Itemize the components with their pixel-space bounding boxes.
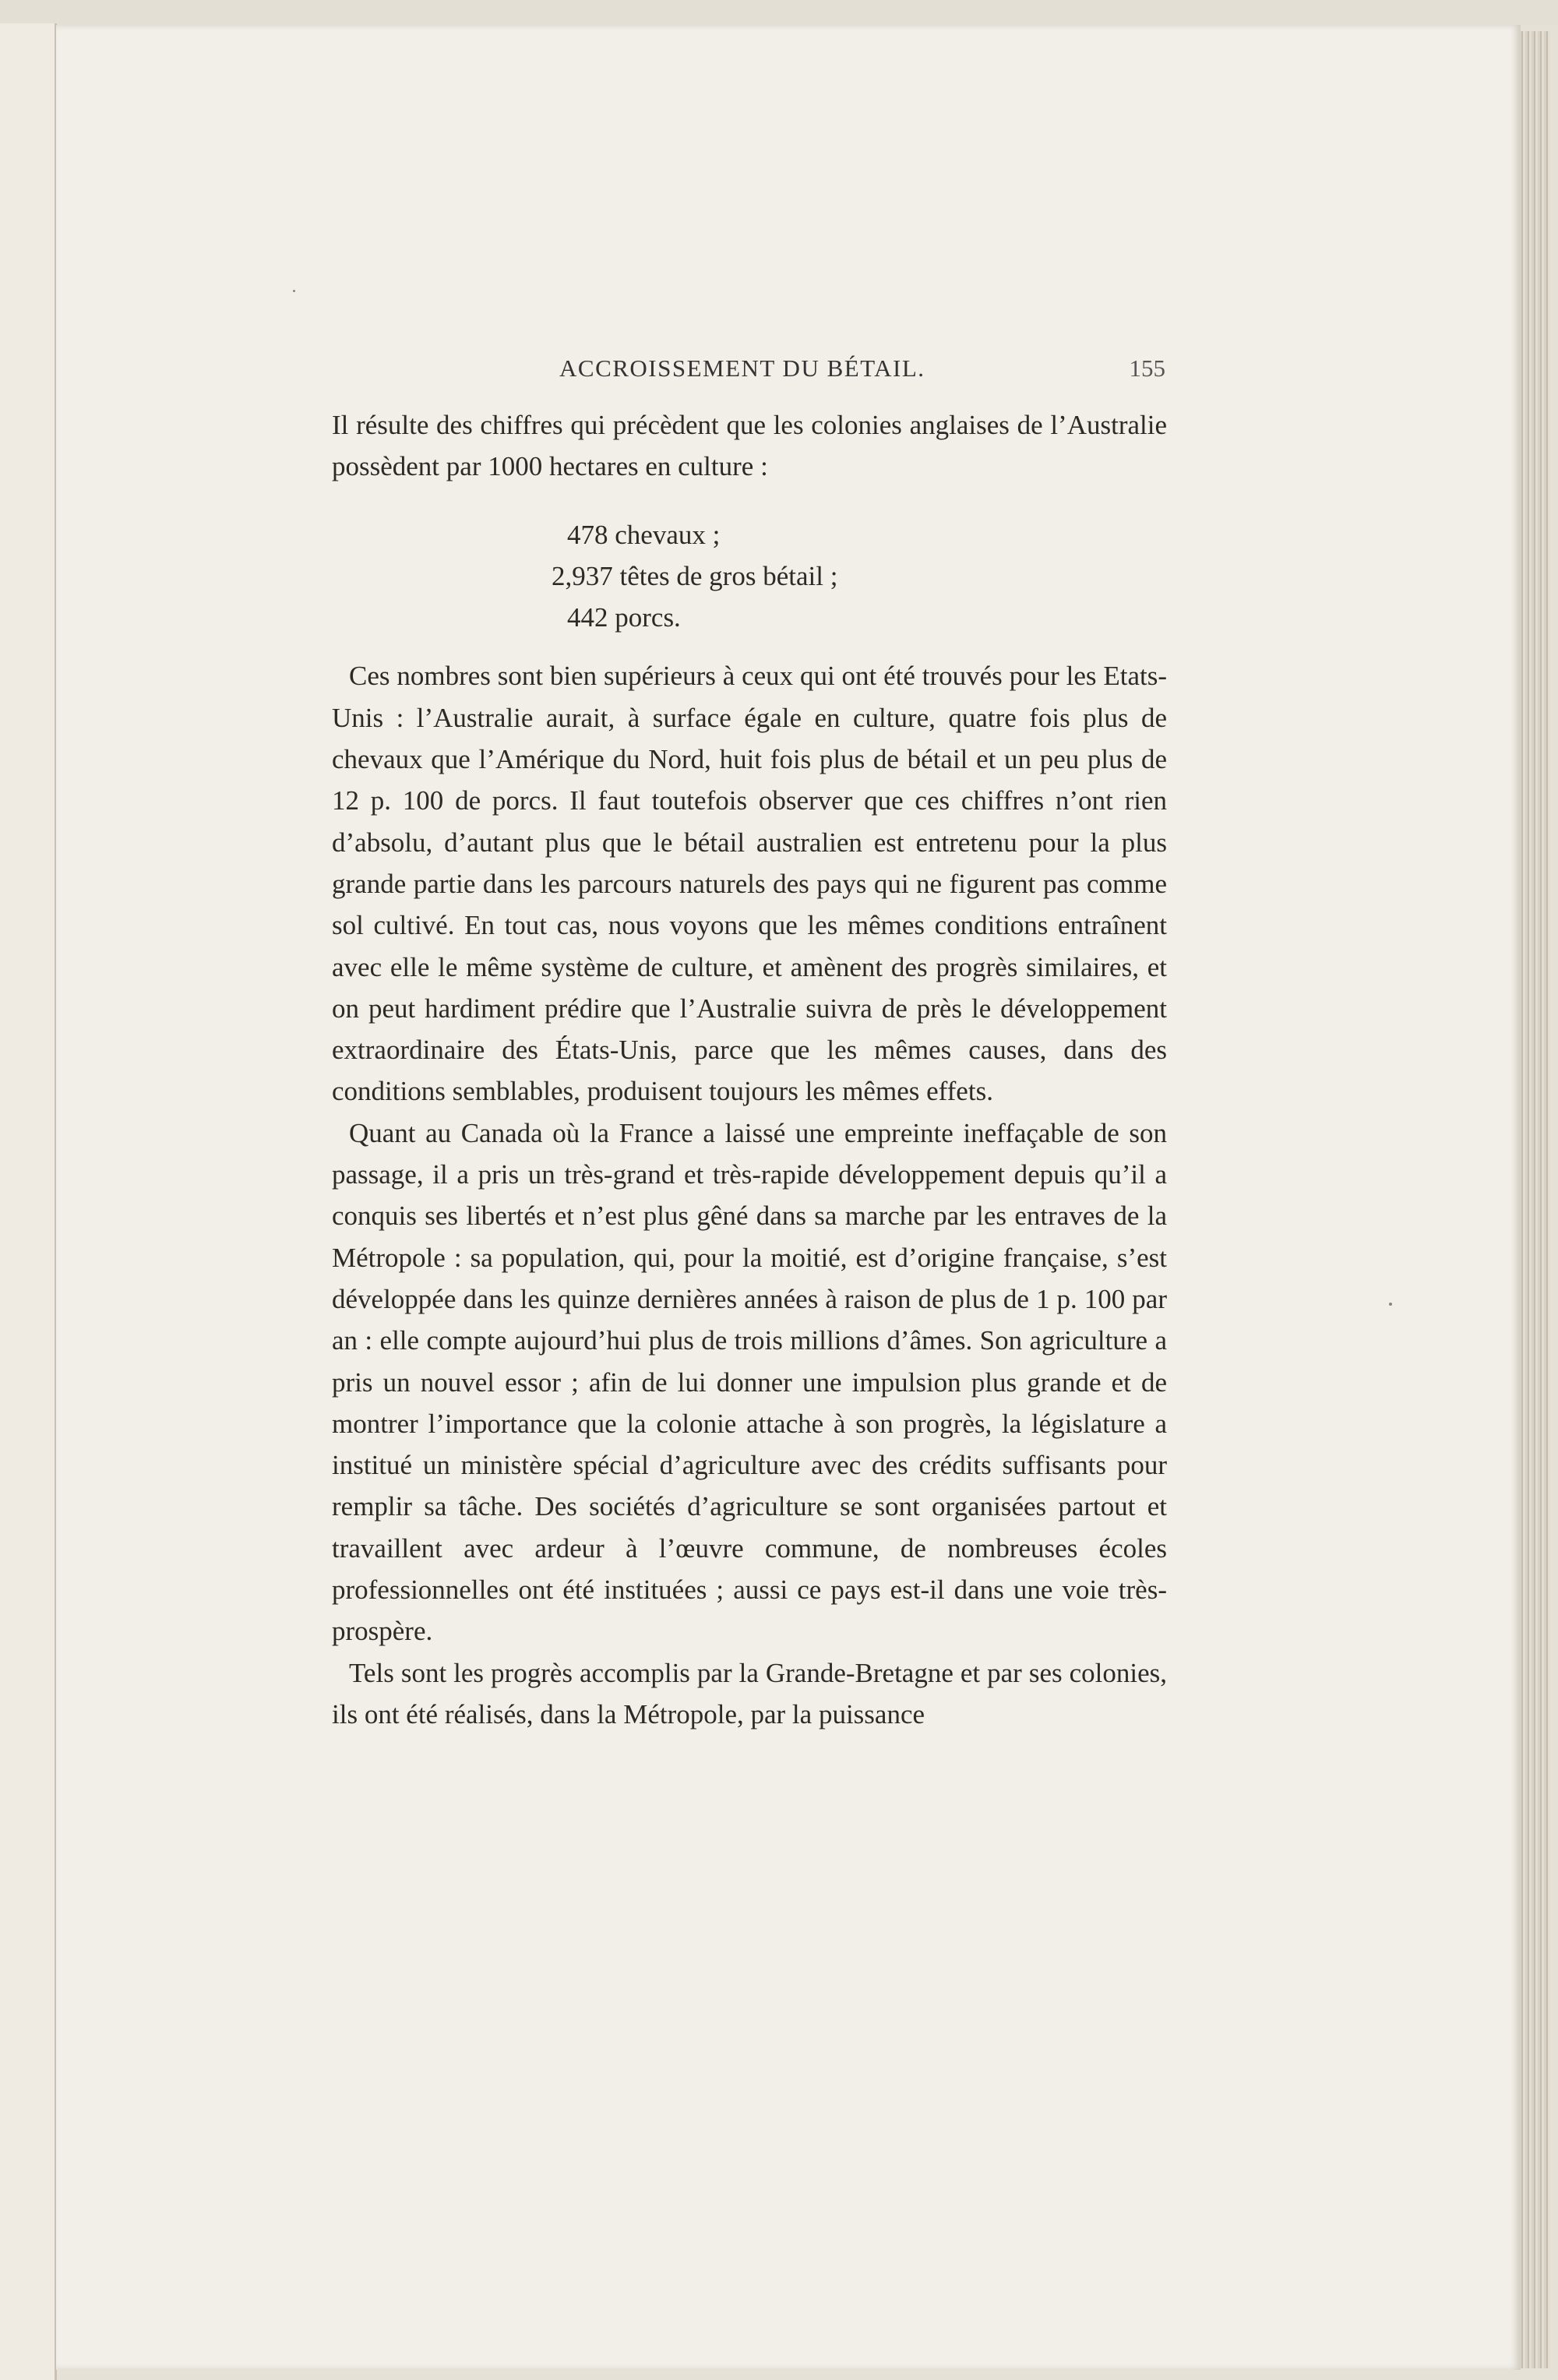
running-title: ACCROISSEMENT DU BÉTAIL. <box>559 354 925 382</box>
paragraph: Ces nombres sont bien supérieurs à ceux qui ont été trouvés pour les Etats-Unis : l’Australie aurait, à surface égale en culture, quatre fois plus de chevaux que l’Amérique du Nord, huit fois plus de bétail et un peu plus de 12 p. 100 de porcs. Il faut toutefois observer que ces chiffres n’ont rien d’absolu, d’autant plus que le bétail australien est entretenu pour la plus grande partie dans les parcours naturels des pays qui ne figurent pas comme sol cultivé. En tout cas, nous voyons que les mêmes conditions entraînent avec elle le même système de culture, et amènent des progrès similaires, et on peut hardiment prédire que l’Australie suivra de près le développement extraordinaire des États-Unis, parce que les mêmes causes, dans des conditions semblables, produisent toujours les mêmes effets. <box>332 661 1167 1107</box>
page-number: 155 <box>1129 354 1165 382</box>
livestock-list <box>332 514 1167 656</box>
intro-paragraph: Il résulte des chiffres qui précèdent que les colonies anglaises de l’Australie possèdent par 1000 hectares en culture : <box>332 410 1167 482</box>
body-text <box>332 404 1167 1735</box>
facing-page-edge <box>0 23 57 2380</box>
list-item: 478 chevaux ; <box>567 519 721 550</box>
list-item: 2,937 têtes de gros bétail ; <box>552 560 838 591</box>
page-stack-edge <box>1519 31 1550 2368</box>
running-header <box>559 354 1165 393</box>
paper-speck <box>293 290 295 292</box>
paragraph: Quant au Canada où la France a laissé une empreinte ineffaçable de son passage, il a pris un très-grand et très-rapide développement depuis qu’il a conquis ses libertés et n’est plus gêné dans sa marche par les entraves de la Métropole : sa population, qui, pour la moitié, est d’origine française, s’est développée dans les quinze dernières années à raison de plus de 1 p. 100 par an : elle compte aujourd’hui plus de trois millions d’âmes. Son agriculture a pris un nouvel essor ; afin de lui donner une impulsion plus grande et de montrer l’importance que la colonie attache à son progrès, la législature a institué un ministère spécial d’agriculture avec des crédits suffisants pour remplir sa tâche. Des sociétés d’agriculture se sont organisées partout et travaillent avec ardeur à l’œuvre commune, de nombreuses écoles professionnelles ont été instituées ; aussi ce pays est-il dans une voie très-prospère. <box>332 1117 1167 1647</box>
list-item: 442 porcs. <box>567 602 681 633</box>
top-edge <box>0 0 1558 25</box>
paragraph: Tels sont les progrès accomplis par la Grande-Bretagne et par ses colonies, ils ont été réalisés, dans la Métropole, par la puissance <box>332 1657 1167 1729</box>
paper-speck <box>1389 1303 1392 1306</box>
